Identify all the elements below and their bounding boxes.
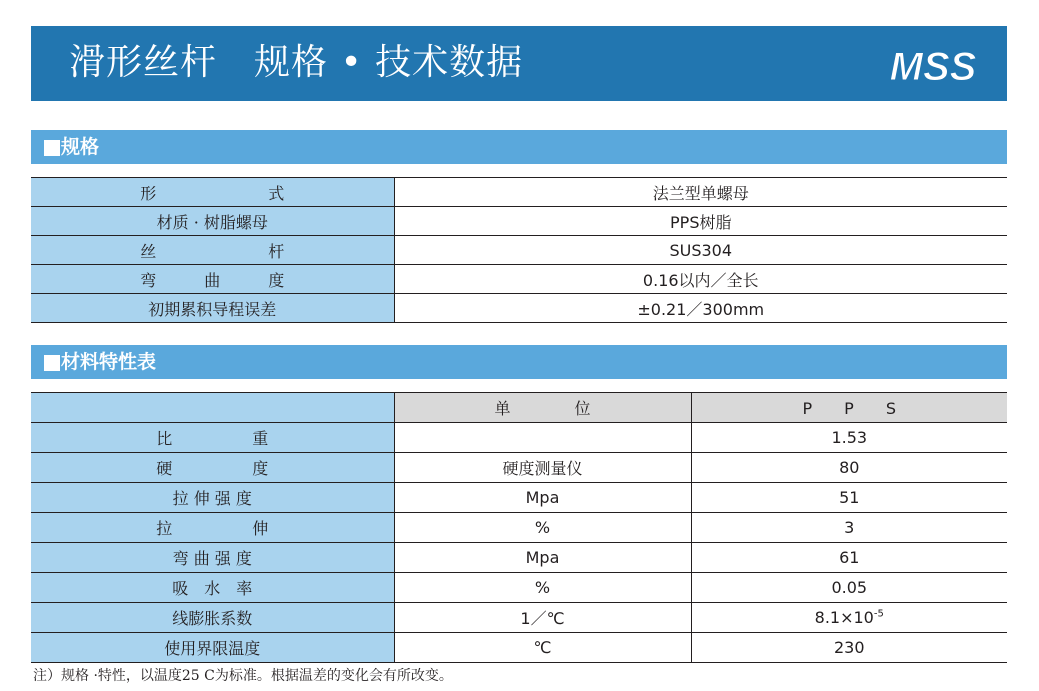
table-row (31, 207, 1007, 236)
material-section-title: 材料特性表 (61, 351, 157, 373)
property-label: 使用界限温度 (31, 633, 394, 663)
property-value: 61 (691, 543, 1007, 573)
unit-column-header: 单 位 (394, 393, 691, 423)
property-label: 硬 度 (31, 453, 394, 483)
property-label: 弯 曲 强 度 (31, 543, 394, 573)
table-row (31, 423, 1007, 453)
property-unit: ℃ (394, 633, 691, 663)
spec-section-bar (31, 130, 1007, 164)
property-label: 拉 伸 强 度 (31, 483, 394, 513)
exponent: -5 (873, 608, 884, 620)
page-header (31, 26, 1007, 101)
table-header-row (31, 393, 1007, 423)
spec-value: SUS304 (394, 236, 1007, 265)
page-title: 滑形丝杆 规格 • 技术数据 (69, 42, 524, 83)
header-label-cell (31, 393, 394, 423)
spec-label: 形 式 (31, 178, 394, 207)
property-value: 80 (691, 453, 1007, 483)
logo-text: MSS (889, 45, 977, 88)
property-label: 拉 伸 (31, 513, 394, 543)
square-bullet-icon (44, 355, 60, 371)
material-table (31, 392, 1007, 663)
property-label: 线膨胀系数 (31, 603, 394, 633)
table-row (31, 178, 1007, 207)
spec-label: 初期累积导程误差 (31, 294, 394, 323)
property-label: 比 重 (31, 423, 394, 453)
spec-label: 丝 杆 (31, 236, 394, 265)
property-unit: Mpa (394, 543, 691, 573)
table-row (31, 453, 1007, 483)
spec-label: 弯 曲 度 (31, 265, 394, 294)
pps-column-header: P P S (691, 393, 1007, 423)
table-row (31, 265, 1007, 294)
spec-value: ±0.21／300mm (394, 294, 1007, 323)
table-row (31, 236, 1007, 265)
table-row (31, 543, 1007, 573)
table-row (31, 633, 1007, 663)
table-row (31, 513, 1007, 543)
property-value: 8.1×10 (814, 608, 874, 627)
spec-section-title: 规格 (61, 136, 100, 158)
spec-value: 法兰型单螺母 (394, 178, 1007, 207)
footnote: 注）规格 ·特性，以温度25 C为标准。根据温差的变化会有所改变。 (33, 668, 453, 684)
property-value: 3 (691, 513, 1007, 543)
spec-label: 材质 · 树脂螺母 (31, 207, 394, 236)
table-row (31, 294, 1007, 323)
spec-value: PPS树脂 (394, 207, 1007, 236)
property-unit: % (394, 513, 691, 543)
square-bullet-icon (44, 140, 60, 156)
property-value: 51 (691, 483, 1007, 513)
property-unit: Mpa (394, 483, 691, 513)
property-value: 1.53 (691, 423, 1007, 453)
spec-value: 0.16以内／全长 (394, 265, 1007, 294)
property-unit: 1／℃ (394, 603, 691, 633)
property-unit (394, 423, 691, 453)
property-unit: 硬度测量仪 (394, 453, 691, 483)
property-value: 230 (691, 633, 1007, 663)
table-row (31, 483, 1007, 513)
property-value-cell (691, 603, 1007, 633)
table-row (31, 603, 1007, 633)
property-unit: % (394, 573, 691, 603)
mss-logo (881, 40, 985, 88)
table-row (31, 573, 1007, 603)
material-section-bar (31, 345, 1007, 379)
property-label: 吸 水 率 (31, 573, 394, 603)
property-value: 0.05 (691, 573, 1007, 603)
spec-table (31, 177, 1007, 323)
